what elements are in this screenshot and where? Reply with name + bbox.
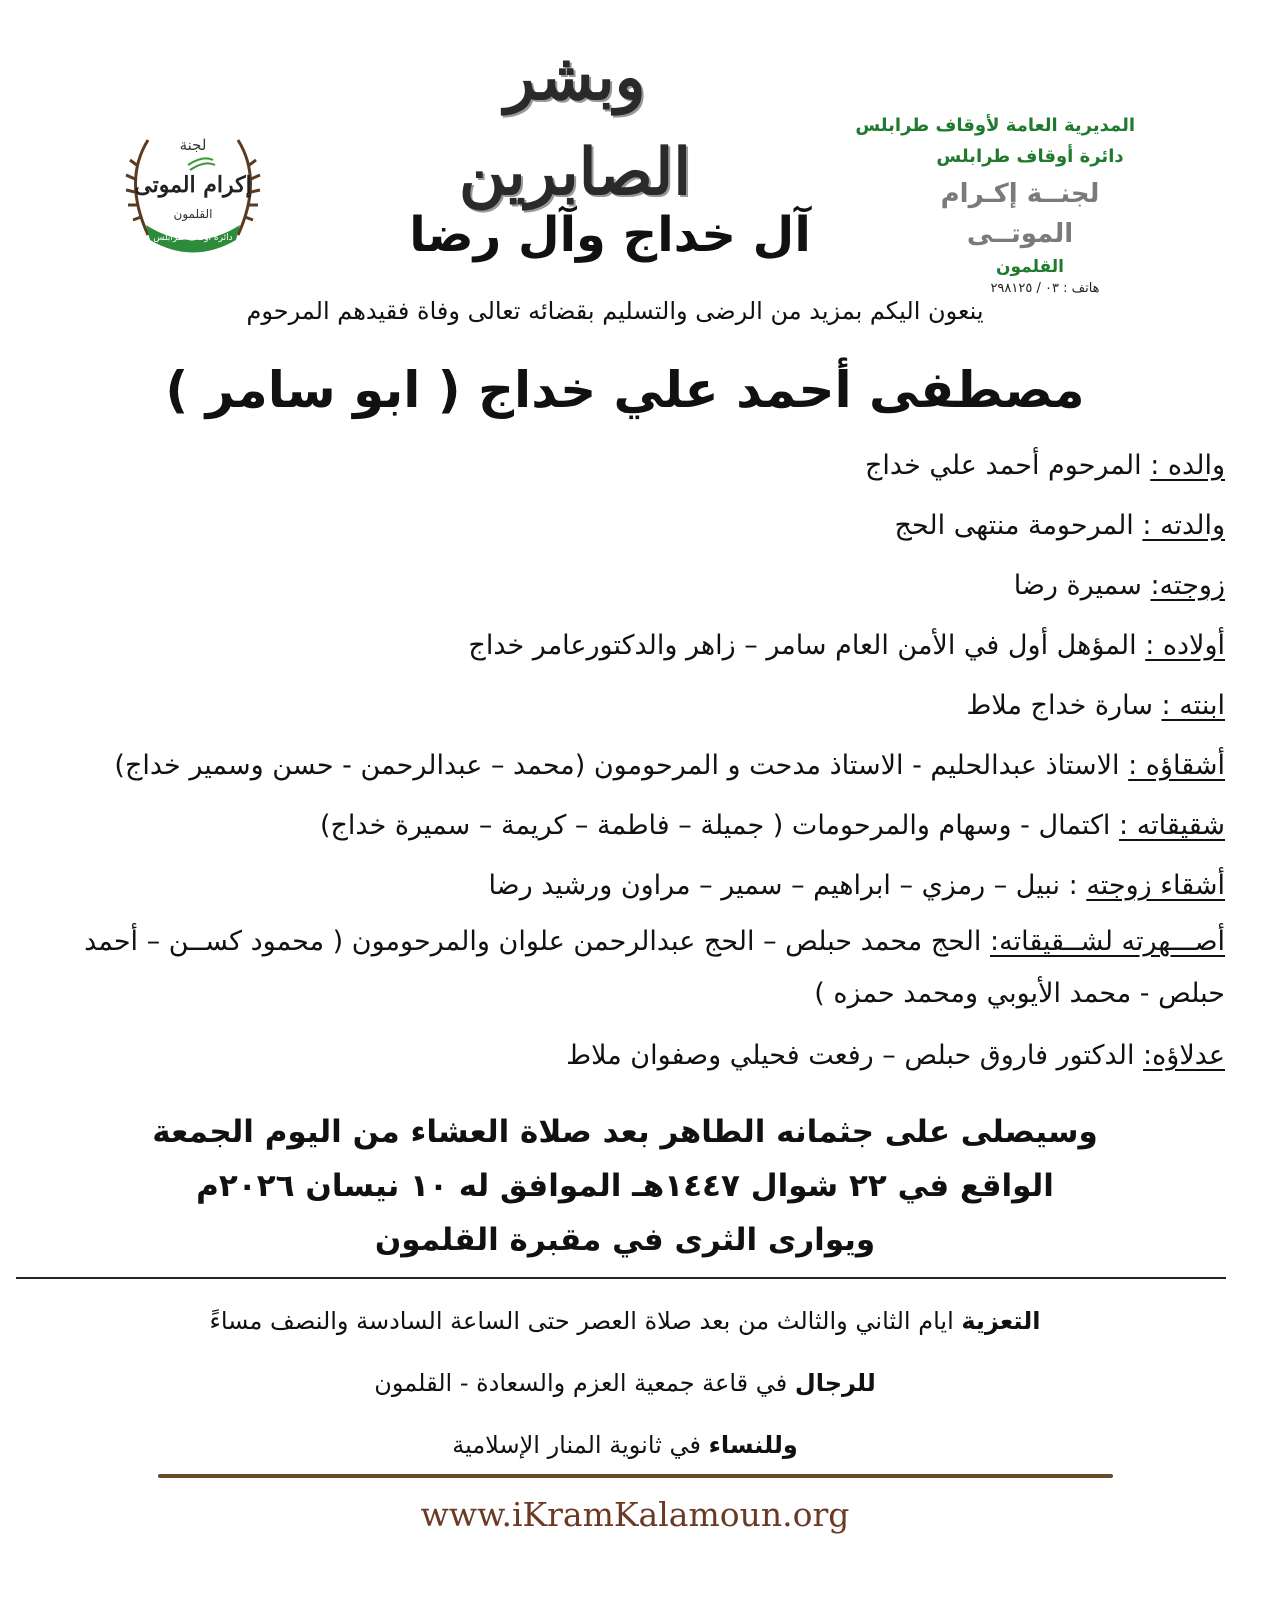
relative-row-sisters-husbands xyxy=(20,916,1225,1020)
footer-divider xyxy=(158,1474,1113,1478)
divider xyxy=(16,1277,1226,1279)
women-label: وللنساء xyxy=(708,1431,798,1459)
relative-label: أشقاؤه : xyxy=(1128,750,1225,781)
condolence-text: ايام الثاني والثالث من بعد صلاة العصر حتى الساعة السادسة والنصف مساءً xyxy=(209,1307,962,1335)
condolence-men xyxy=(140,1352,1110,1414)
relative-value: الحج محمد حبلص – الحج عبدالرحمن علوان والمرحومون ( محمود كســن – أحمد حبلص - محمد الأيوبي ومحمد حمزه ) xyxy=(84,926,1225,1009)
relative-value: : نبيل – رمزي – ابراهيم – سمير – مراون ورشيد رضا xyxy=(488,870,1087,901)
deceased-name: مصطفى أحمد علي خداج ( ابو سامر ) xyxy=(165,361,1085,419)
logo-sub-text: القلمون xyxy=(173,207,213,221)
org-department: دائرة أوقاف طرابلس xyxy=(936,146,1124,167)
relative-value: سميرة رضا xyxy=(1013,570,1151,601)
organisation-block xyxy=(855,112,1145,298)
condolence-times xyxy=(140,1290,1110,1352)
logo-top-text: لجنة xyxy=(179,136,207,154)
relative-row-brothers xyxy=(20,736,1225,796)
funeral-date: الواقع في ٢٢ شوال ١٤٤٧هـ الموافق له ١٠ نيسان ٢٠٢٦م xyxy=(196,1168,1054,1204)
relatives-list xyxy=(20,436,1225,1086)
relative-row-mother xyxy=(20,496,1225,556)
condolence-label: التعزية xyxy=(961,1307,1041,1335)
relative-label: عدلاؤه: xyxy=(1143,1040,1225,1071)
men-location: في قاعة جمعية العزم والسعادة - القلمون xyxy=(374,1369,795,1397)
men-label: للرجال xyxy=(794,1369,876,1397)
relative-row-daughter xyxy=(20,676,1225,736)
announcement-line: ينعون اليكم بمزيد من الرضى والتسليم بقضائه تعالى وفاة فقيدهم المرحوم xyxy=(246,297,984,325)
women-location: في ثانوية المنار الإسلامية xyxy=(452,1431,709,1459)
relative-value: سارة خداج ملاط xyxy=(966,690,1162,721)
funeral-prayer: وسيصلى على جثمانه الطاهر بعد صلاة العشاء من اليوم الجمعة xyxy=(152,1114,1098,1150)
leaf-icon xyxy=(188,158,215,170)
org-town: القلمون xyxy=(996,257,1064,277)
condolence-women xyxy=(140,1414,1110,1476)
committee-logo xyxy=(118,120,268,260)
relative-value: المؤهل أول في الأمن العام سامر – زاهر والدكتورعامر خداج xyxy=(468,630,1146,661)
relative-label: شقيقاته : xyxy=(1119,810,1225,841)
relative-label: زوجته: xyxy=(1150,570,1225,601)
laurel-wreath-icon xyxy=(118,120,268,260)
phone-label: هاتف : xyxy=(1063,281,1100,296)
relative-row-sisters xyxy=(20,796,1225,856)
org-committee: لجنــة إكـرام الموتــى xyxy=(940,179,1100,249)
relative-label: ابنته : xyxy=(1161,690,1225,721)
relative-value: الاستاذ عبدالحليم - الاستاذ مدحت و المرحومون (محمد – عبدالرحمن - حسن وسمير خداج) xyxy=(114,750,1129,781)
relative-row-sons xyxy=(20,616,1225,676)
org-directorate: المديرية العامة لأوقاف طرابلس xyxy=(855,115,1135,136)
calligraphy-header: وبشر الصابرين xyxy=(459,40,691,210)
website-link[interactable]: www.iKramKalamoun.org xyxy=(420,1495,850,1534)
relative-row-wife xyxy=(20,556,1225,616)
relative-row-wife-brothers xyxy=(20,856,1225,916)
relative-value: المرحومة منتهى الحج xyxy=(894,510,1143,541)
condolence-details xyxy=(140,1290,1110,1476)
family-title: آل خداج وآل رضا xyxy=(409,207,811,263)
relative-label: أشقاء زوجته xyxy=(1086,870,1225,901)
relative-row-father xyxy=(20,436,1225,496)
relative-label: أولاده : xyxy=(1145,630,1225,661)
logo-ribbon-text: دائرة أوقاف طرابلس xyxy=(153,233,233,243)
funeral-details xyxy=(150,1105,1100,1267)
relative-row-in-laws xyxy=(20,1026,1225,1086)
logo-main-text: إكرام الموتى xyxy=(134,172,252,198)
relative-value: اكتمال - وسهام والمرحومات ( جميلة – فاطمة – كريمة – سميرة خداج) xyxy=(319,810,1120,841)
funeral-burial: ويوارى الثرى في مقبرة القلمون xyxy=(374,1222,876,1258)
relative-value: الدكتور فاروق حبلص – رفعت فحيلي وصفوان ملاط xyxy=(566,1040,1144,1071)
relative-label: أصـــهرته لشــقيقاته: xyxy=(990,926,1225,957)
phone-number: ٠٣ / ٢٩٨١٢٥ xyxy=(990,281,1059,296)
relative-label: والدته : xyxy=(1142,510,1225,541)
relative-label: والده : xyxy=(1150,450,1225,481)
relative-value: المرحوم أحمد علي خداج xyxy=(864,450,1151,481)
